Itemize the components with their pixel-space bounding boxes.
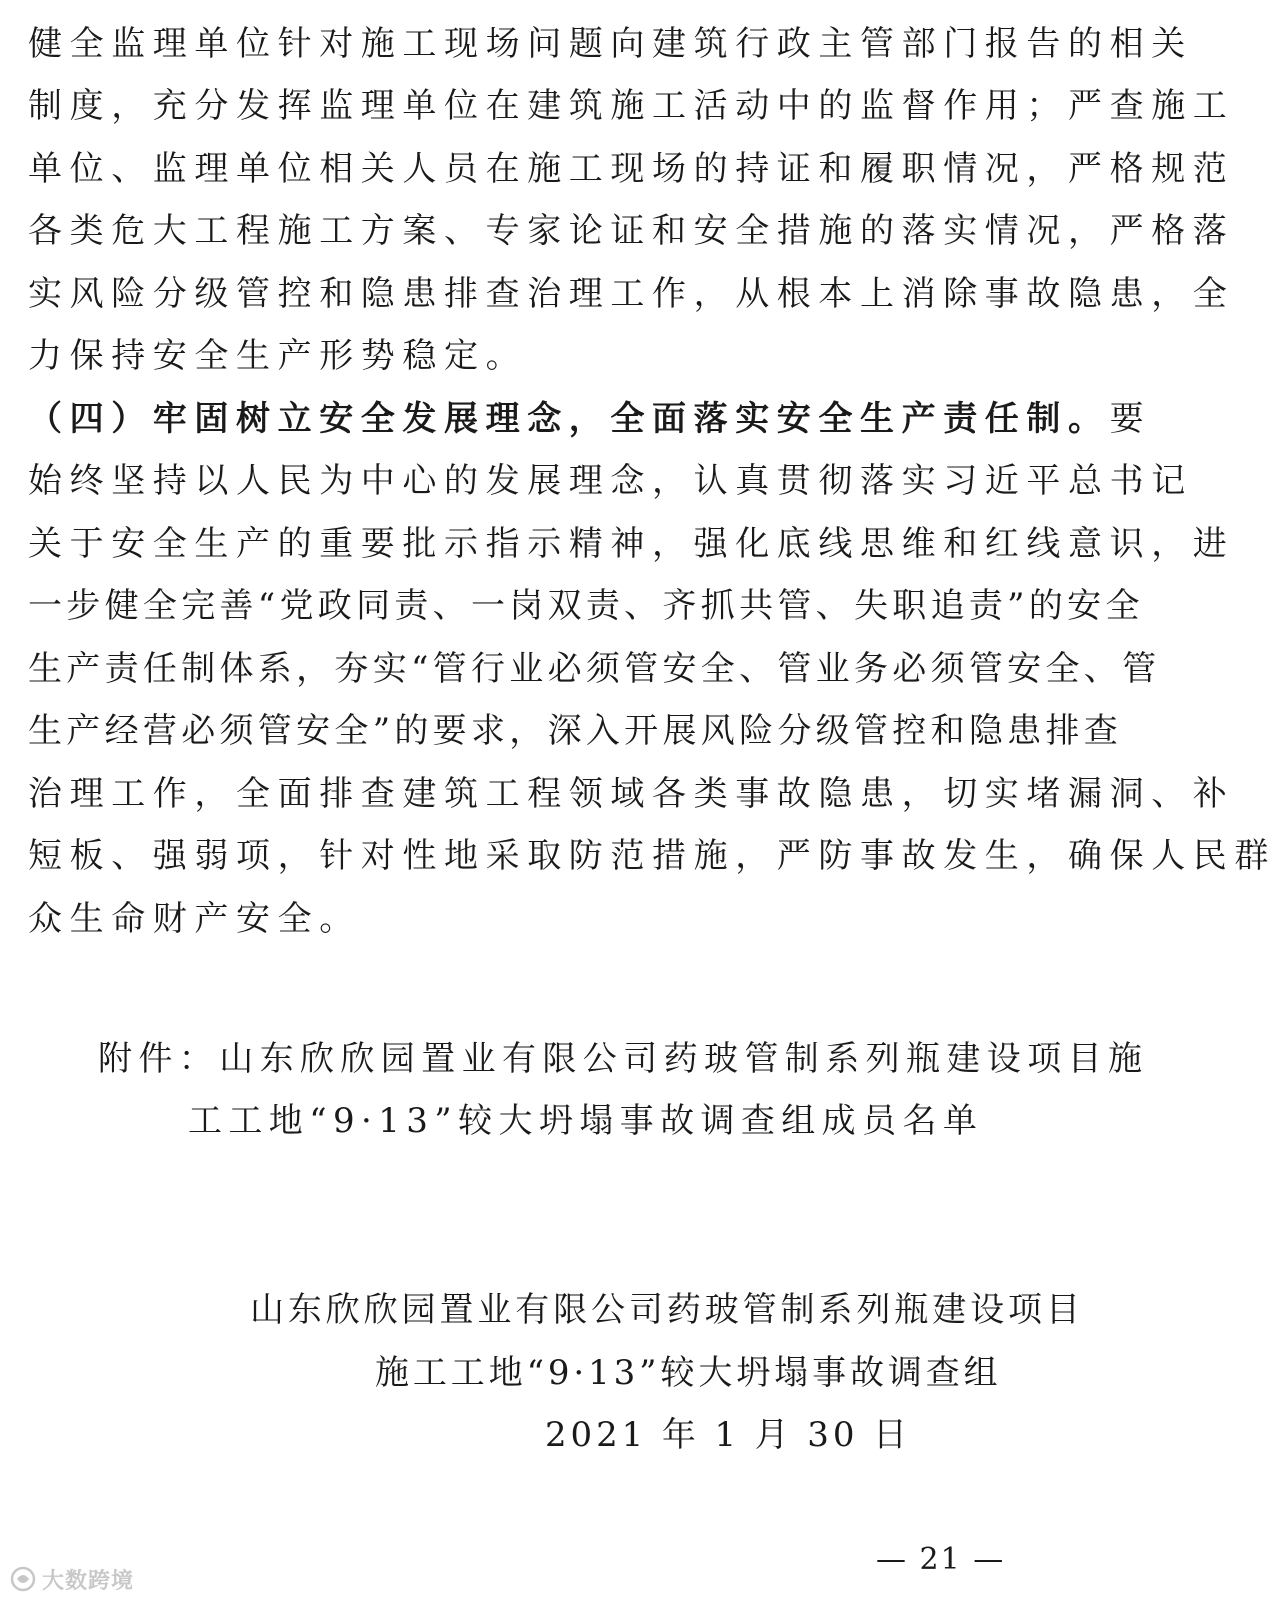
body-line: 一步健全完善“党政同责、一岗双责、齐抓共管、失职追责”的安全 <box>28 586 1144 626</box>
section-4-first-line <box>28 399 1151 439</box>
attachment-line-2: 工工地“9·13”较大坍塌事故调查组成员名单 <box>188 1101 984 1141</box>
body-line: 短板、强弱项，针对性地采取防范措施，严防事故发生，确保人民群 <box>28 836 1276 876</box>
body-line: 生产经营必须管安全”的要求，深入开展风险分级管控和隐患排查 <box>28 711 1123 751</box>
signature-org-line-2: 施工工地“9·13”较大坍塌事故调查组 <box>375 1353 1002 1393</box>
attachment-line-1: 附件：山东欣欣园置业有限公司药玻管制系列瓶建设项目施 <box>98 1039 1149 1079</box>
body-line: 力保持安全生产形势稳定。 <box>28 336 528 376</box>
page-number: — 21 — <box>876 1542 1006 1577</box>
body-line: 治理工作，全面排查建筑工程领域各类事故隐患，切实堵漏洞、补 <box>28 774 1235 814</box>
signature-org-line-1: 山东欣欣园置业有限公司药玻管制系列瓶建设项目 <box>250 1290 1084 1330</box>
body-line: 关于安全生产的重要批示指示精神，强化底线思维和红线意识，进 <box>28 524 1235 564</box>
body-line: 实风险分级管控和隐患排查治理工作，从根本上消除事故隐患，全 <box>28 274 1235 314</box>
body-line: 制度，充分发挥监理单位在建筑施工活动中的监督作用；严查施工 <box>28 86 1235 126</box>
body-line: 众生命财产安全。 <box>28 899 361 939</box>
signature-date: 2021 年 1 月 30 日 <box>545 1415 911 1455</box>
body-line: 始终坚持以人民为中心的发展理念，认真贯彻落实习近平总书记 <box>28 461 1193 501</box>
watermark-logo-icon <box>8 1565 38 1593</box>
section-4-heading: （四）牢固树立安全发展理念，全面落实安全生产责任制。 <box>28 399 1110 439</box>
watermark <box>8 1562 134 1596</box>
section-4-first-tail: 要 <box>1109 399 1152 439</box>
watermark-text: 大数跨境 <box>42 1568 135 1594</box>
body-line: 单位、监理单位相关人员在施工现场的持证和履职情况，严格规范 <box>28 149 1235 189</box>
body-line: 各类危大工程施工方案、专家论证和安全措施的落实情况，严格落 <box>28 211 1235 251</box>
body-line: 健全监理单位针对施工现场问题向建筑行政主管部门报告的相关 <box>28 24 1193 64</box>
body-line: 生产责任制体系，夯实“管行业必须管安全、管业务必须管安全、管 <box>28 649 1161 689</box>
